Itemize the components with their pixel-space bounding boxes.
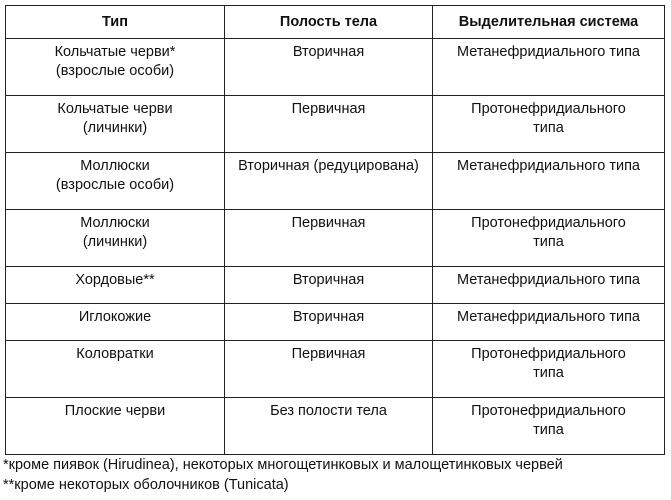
cell-excretory	[433, 96, 665, 153]
cell-excretory-line: типа	[533, 234, 564, 250]
cell-type	[6, 341, 225, 398]
table-row	[6, 153, 665, 210]
table-row	[6, 304, 665, 341]
cell-excretory	[433, 304, 665, 341]
cell-cavity: Первичная	[225, 210, 433, 267]
table-row	[6, 398, 665, 455]
cell-type	[6, 153, 225, 210]
cell-excretory-line: типа	[533, 120, 564, 136]
cell-type-line: Иглокожие	[78, 309, 152, 325]
cell-excretory-line: типа	[533, 422, 564, 438]
cell-type-line: (взрослые особи)	[55, 177, 175, 193]
table-row	[6, 39, 665, 96]
cell-type-line: Плоские черви	[64, 403, 166, 419]
table-row	[6, 267, 665, 304]
footnote-annelids: *кроме пиявок (Hirudinea), некоторых многощетинковых и малощетинковых червей	[3, 457, 563, 473]
cell-type	[6, 267, 225, 304]
cell-excretory-line: Метанефридиального типа	[457, 309, 640, 325]
header-body-cavity: Полость тела	[225, 6, 433, 39]
header-type: Тип	[6, 6, 225, 39]
cell-type-line: (личинки)	[82, 120, 148, 136]
cell-excretory-line: Метанефридиального типа	[457, 272, 640, 288]
cell-excretory	[433, 341, 665, 398]
cell-excretory-line: Метанефридиального типа	[457, 44, 640, 60]
cell-type-line: Моллюски	[80, 215, 150, 231]
cell-cavity: Первичная	[225, 96, 433, 153]
cell-excretory	[433, 398, 665, 455]
comparison-table	[5, 5, 665, 455]
cell-type-line: Кольчатые черви	[57, 101, 173, 117]
cell-type	[6, 398, 225, 455]
cell-excretory	[433, 267, 665, 304]
cell-cavity: Вторичная	[225, 39, 433, 96]
cell-excretory	[433, 153, 665, 210]
cell-type-line: Коловратки	[76, 346, 154, 362]
cell-excretory-line: Метанефридиального типа	[457, 158, 640, 174]
cell-type	[6, 210, 225, 267]
cell-type	[6, 39, 225, 96]
cell-excretory-line: Протонефридиального	[471, 215, 626, 231]
cell-excretory	[433, 39, 665, 96]
header-excretory-system: Выделительная система	[433, 6, 665, 39]
table-row	[6, 341, 665, 398]
cell-excretory-line: Протонефридиального	[471, 101, 626, 117]
cell-type-line: (взрослые особи)	[55, 63, 175, 79]
table-header-row	[6, 6, 665, 39]
cell-cavity: Вторичная (редуцирована)	[225, 153, 433, 210]
cell-type-line: Кольчатые черви*	[54, 44, 176, 60]
cell-type	[6, 304, 225, 341]
cell-cavity: Вторичная	[225, 267, 433, 304]
table-row	[6, 96, 665, 153]
cell-cavity: Первичная	[225, 341, 433, 398]
cell-excretory-line: типа	[533, 365, 564, 381]
cell-type-line: Моллюски	[80, 158, 150, 174]
cell-cavity: Без полости тела	[225, 398, 433, 455]
cell-excretory-line: Протонефридиального	[471, 346, 626, 362]
cell-excretory-line: Протонефридиального	[471, 403, 626, 419]
footnotes	[3, 455, 563, 495]
footnote-chordates: **кроме некоторых оболочников (Tunicata)	[3, 477, 289, 493]
cell-type-line: Хордовые**	[75, 272, 155, 288]
cell-excretory	[433, 210, 665, 267]
table-row	[6, 210, 665, 267]
cell-type-line: (личинки)	[82, 234, 148, 250]
cell-cavity: Вторичная	[225, 304, 433, 341]
cell-type	[6, 96, 225, 153]
